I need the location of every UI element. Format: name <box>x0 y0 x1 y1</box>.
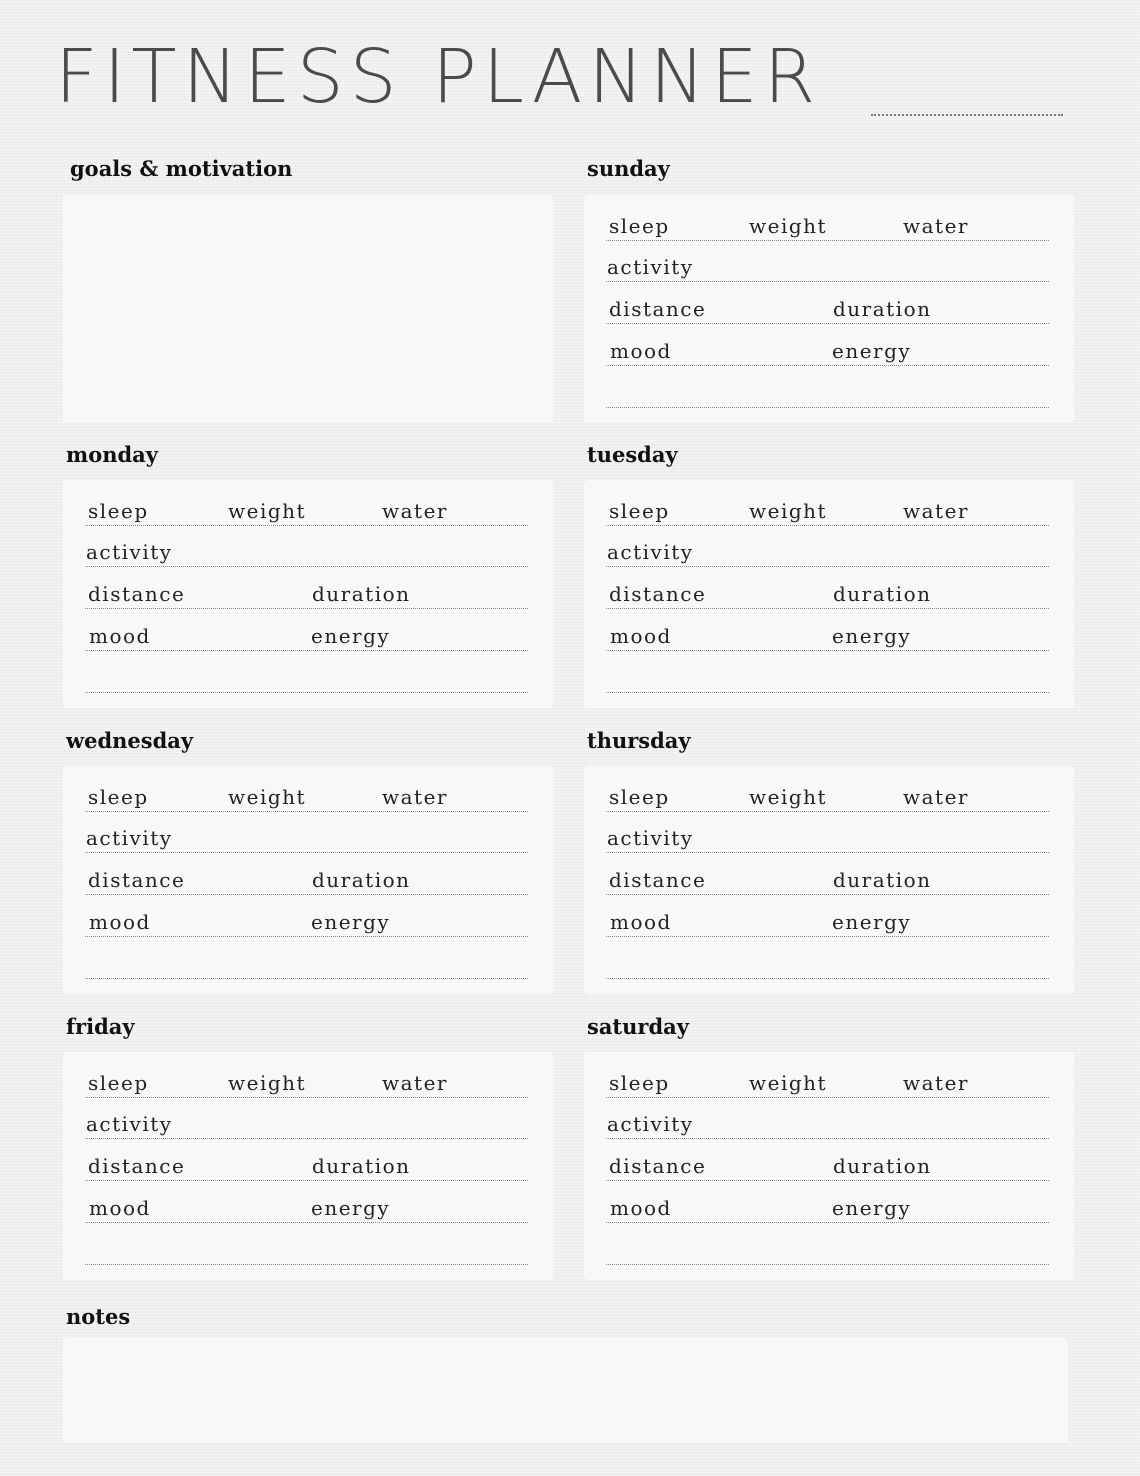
mood-label: mood <box>610 624 672 648</box>
weight-label: weight <box>749 1071 828 1095</box>
energy-label: energy <box>311 1196 391 1220</box>
tuesday-row[interactable] <box>606 499 1049 526</box>
tuesday-panel <box>584 480 1074 708</box>
water-label: water <box>903 214 969 238</box>
page-title: FITNESS PLANNER <box>55 34 822 120</box>
energy-label: energy <box>832 339 912 363</box>
water-label: water <box>903 499 969 523</box>
water-label: water <box>382 1071 448 1095</box>
saturday-panel <box>584 1052 1074 1280</box>
wednesday-row[interactable] <box>85 826 528 853</box>
sunday-heading: sunday <box>587 156 670 181</box>
thursday-panel <box>584 766 1074 994</box>
sleep-label: sleep <box>88 785 149 809</box>
monday-row[interactable] <box>85 582 528 609</box>
friday-row[interactable] <box>85 1112 528 1139</box>
sleep-label: sleep <box>609 785 670 809</box>
wednesday-heading: wednesday <box>66 728 194 753</box>
sunday-row[interactable] <box>606 339 1049 366</box>
weight-label: weight <box>228 1071 307 1095</box>
duration-label: duration <box>833 1154 932 1178</box>
mood-label: mood <box>89 910 151 934</box>
sunday-row[interactable] <box>606 255 1049 282</box>
water-label: water <box>903 785 969 809</box>
duration-label: duration <box>312 868 411 892</box>
distance-label: distance <box>609 868 707 892</box>
goals-heading: goals & motivation <box>70 156 293 181</box>
duration-label: duration <box>312 582 411 606</box>
distance-label: distance <box>88 868 186 892</box>
friday-row[interactable] <box>85 1196 528 1223</box>
activity-label: activity <box>86 826 173 850</box>
weight-label: weight <box>228 785 307 809</box>
activity-label: activity <box>86 1112 173 1136</box>
mood-label: mood <box>610 1196 672 1220</box>
sleep-label: sleep <box>88 499 149 523</box>
energy-label: energy <box>311 910 391 934</box>
energy-label: energy <box>311 624 391 648</box>
activity-label: activity <box>607 1112 694 1136</box>
sunday-row[interactable] <box>606 297 1049 324</box>
activity-label: activity <box>86 540 173 564</box>
sunday-row[interactable] <box>606 214 1049 241</box>
tuesday-row[interactable] <box>606 582 1049 609</box>
saturday-notes-line[interactable] <box>606 1264 1049 1265</box>
wednesday-row[interactable] <box>85 868 528 895</box>
saturday-row[interactable] <box>606 1112 1049 1139</box>
thursday-row[interactable] <box>606 910 1049 937</box>
friday-heading: friday <box>66 1014 135 1039</box>
monday-row[interactable] <box>85 540 528 567</box>
thursday-notes-line[interactable] <box>606 978 1049 979</box>
goals-box[interactable] <box>63 195 553 423</box>
weight-label: weight <box>749 214 828 238</box>
energy-label: energy <box>832 910 912 934</box>
saturday-row[interactable] <box>606 1154 1049 1181</box>
wednesday-notes-line[interactable] <box>85 978 528 979</box>
wednesday-panel <box>63 766 553 994</box>
energy-label: energy <box>832 1196 912 1220</box>
weight-label: weight <box>228 499 307 523</box>
sleep-label: sleep <box>88 1071 149 1095</box>
friday-panel <box>63 1052 553 1280</box>
title-name-line[interactable] <box>871 114 1063 116</box>
mood-label: mood <box>89 1196 151 1220</box>
sleep-label: sleep <box>609 499 670 523</box>
thursday-row[interactable] <box>606 785 1049 812</box>
friday-row[interactable] <box>85 1154 528 1181</box>
monday-panel <box>63 480 553 708</box>
duration-label: duration <box>833 868 932 892</box>
mood-label: mood <box>610 339 672 363</box>
saturday-row[interactable] <box>606 1196 1049 1223</box>
friday-notes-line[interactable] <box>85 1264 528 1265</box>
water-label: water <box>382 499 448 523</box>
activity-label: activity <box>607 540 694 564</box>
weight-label: weight <box>749 499 828 523</box>
distance-label: distance <box>609 297 707 321</box>
notes-heading: notes <box>66 1304 131 1329</box>
sleep-label: sleep <box>609 1071 670 1095</box>
mood-label: mood <box>610 910 672 934</box>
activity-label: activity <box>607 826 694 850</box>
monday-row[interactable] <box>85 499 528 526</box>
distance-label: distance <box>88 582 186 606</box>
duration-label: duration <box>833 582 932 606</box>
activity-label: activity <box>607 255 694 279</box>
tuesday-notes-line[interactable] <box>606 692 1049 693</box>
distance-label: distance <box>609 582 707 606</box>
sleep-label: sleep <box>609 214 670 238</box>
water-label: water <box>903 1071 969 1095</box>
wednesday-row[interactable] <box>85 785 528 812</box>
duration-label: duration <box>312 1154 411 1178</box>
sunday-notes-line[interactable] <box>606 407 1049 408</box>
saturday-heading: saturday <box>587 1014 689 1039</box>
sunday-panel <box>584 195 1074 423</box>
notes-box[interactable] <box>63 1338 1068 1443</box>
wednesday-row[interactable] <box>85 910 528 937</box>
energy-label: energy <box>832 624 912 648</box>
tuesday-heading: tuesday <box>587 442 678 467</box>
saturday-row[interactable] <box>606 1071 1049 1098</box>
tuesday-row[interactable] <box>606 540 1049 567</box>
thursday-heading: thursday <box>587 728 691 753</box>
weight-label: weight <box>749 785 828 809</box>
distance-label: distance <box>609 1154 707 1178</box>
tuesday-row[interactable] <box>606 624 1049 651</box>
monday-heading: monday <box>66 442 158 467</box>
water-label: water <box>382 785 448 809</box>
distance-label: distance <box>88 1154 186 1178</box>
friday-row[interactable] <box>85 1071 528 1098</box>
thursday-row[interactable] <box>606 868 1049 895</box>
monday-notes-line[interactable] <box>85 692 528 693</box>
duration-label: duration <box>833 297 932 321</box>
mood-label: mood <box>89 624 151 648</box>
monday-row[interactable] <box>85 624 528 651</box>
thursday-row[interactable] <box>606 826 1049 853</box>
